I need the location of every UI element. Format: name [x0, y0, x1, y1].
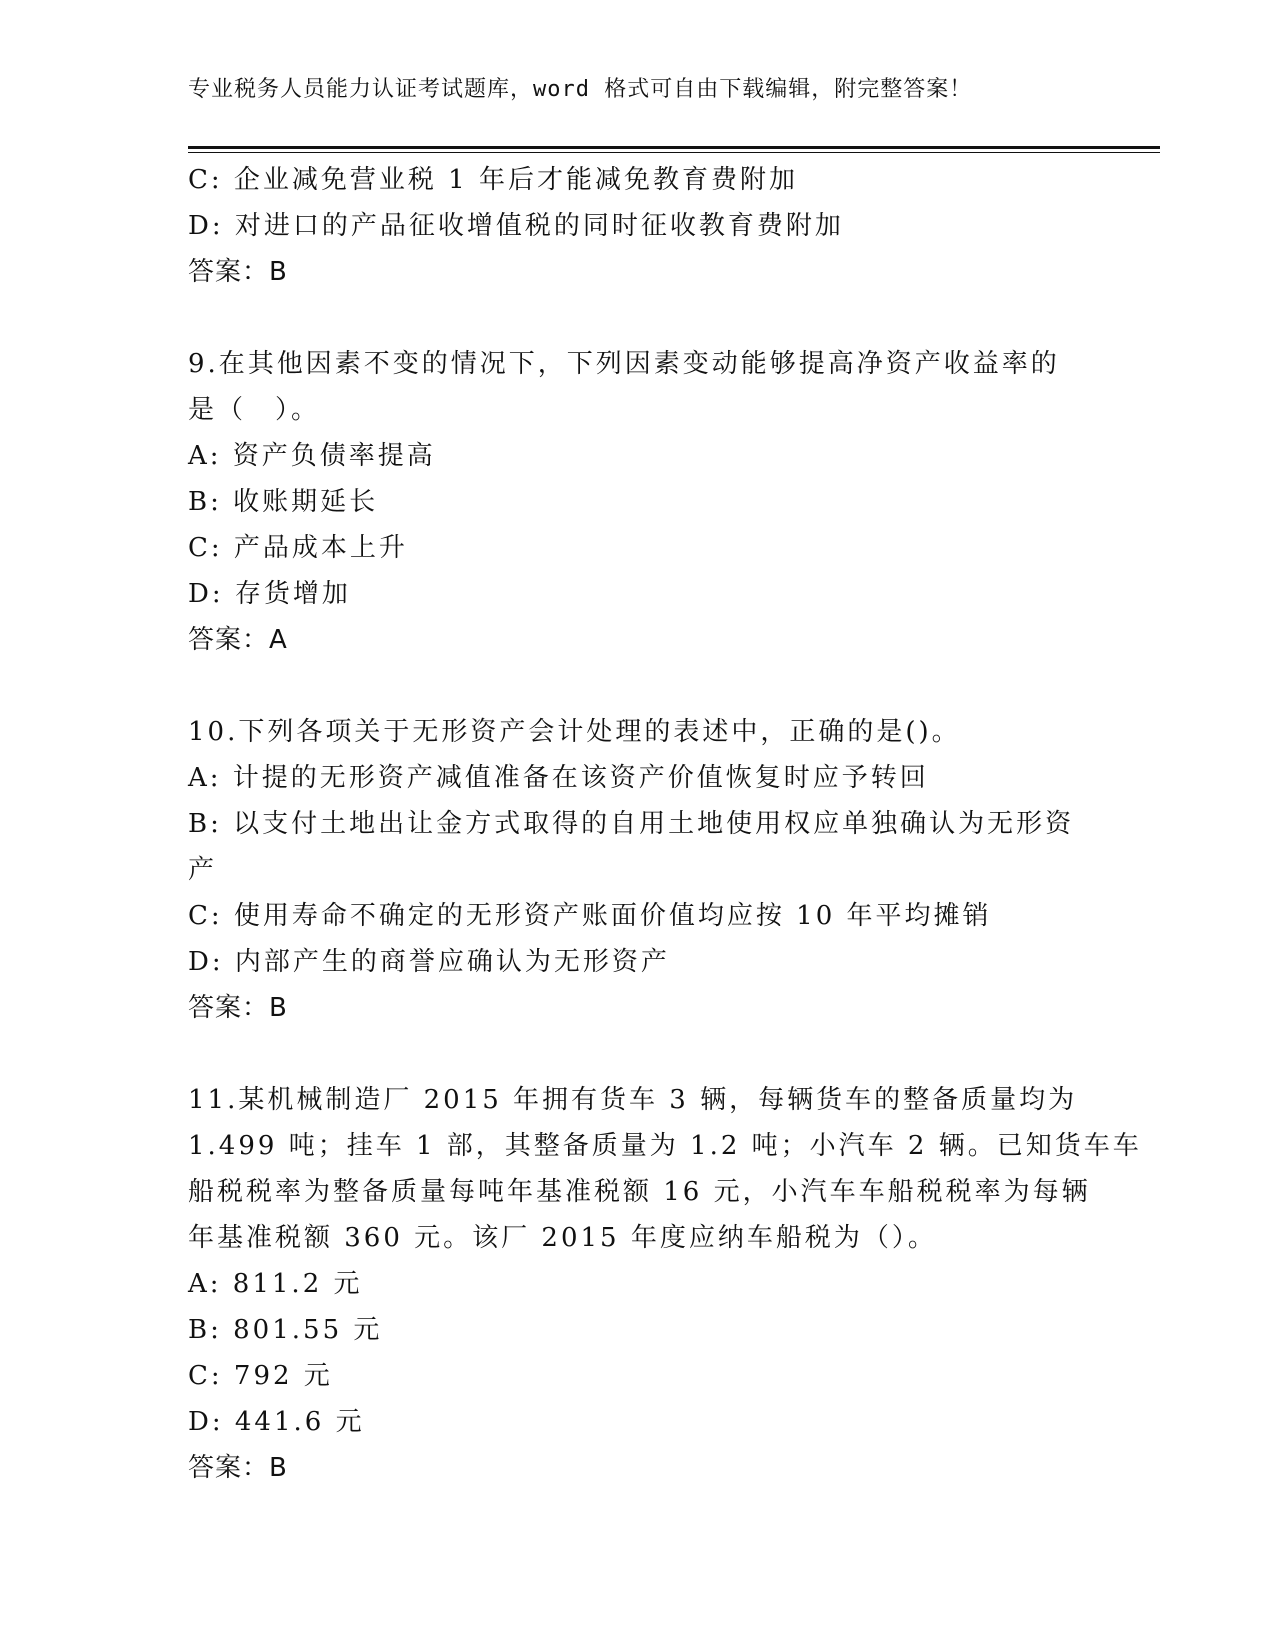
answer: 答案：B	[188, 1453, 288, 1483]
question-stem: 11.某机械制造厂 2015 年拥有货车 3 辆，每辆货车的整备质量均为	[188, 1085, 1078, 1115]
question-stem: 1.499 吨；挂车 1 部，其整备质量为 1.2 吨；小汽车 2 辆。已知货车车	[188, 1131, 1142, 1161]
spacer	[188, 295, 1088, 341]
question-9	[188, 341, 1088, 663]
question-stem: 是（ ）。	[188, 395, 321, 425]
option-a: A: 资产负债率提高	[188, 441, 436, 471]
question-10	[188, 709, 1088, 1031]
question-8-tail	[188, 157, 1088, 295]
answer: 答案：B	[188, 257, 288, 287]
option-b-continued: 产	[188, 855, 218, 885]
option-d: D: 内部产生的商誉应确认为无形资产	[188, 947, 670, 977]
spacer	[188, 1031, 1088, 1077]
question-stem: 10.下列各项关于无形资产会计处理的表述中，正确的是()。	[188, 717, 961, 747]
header-rule-thin	[188, 152, 1160, 153]
option-c: C: 产品成本上升	[188, 533, 408, 563]
option-b: B: 收账期延长	[188, 487, 379, 517]
question-stem: 9.在其他因素不变的情况下，下列因素变动能够提高净资产收益率的	[188, 349, 1060, 379]
header-rule-thick	[188, 146, 1160, 149]
option-b: B: 801.55 元	[188, 1315, 383, 1345]
spacer	[188, 663, 1088, 709]
document-body	[188, 157, 1142, 1491]
question-stem: 船税税率为整备质量每吨年基准税额 16 元，小汽车车船税税率为每辆	[188, 1177, 1091, 1207]
option-d: D: 对进口的产品征收增值税的同时征收教育费附加	[188, 211, 844, 241]
question-11	[188, 1077, 1142, 1491]
option-c: C: 792 元	[188, 1361, 333, 1391]
option-c: C: 使用寿命不确定的无形资产账面价值均应按 10 年平均摊销	[188, 901, 992, 931]
option-d: D: 存货增加	[188, 579, 351, 609]
option-a: A: 计提的无形资产减值准备在该资产价值恢复时应予转回	[188, 763, 929, 793]
answer: 答案：A	[188, 625, 288, 655]
option-a: A: 811.2 元	[188, 1269, 363, 1299]
option-d: D: 441.6 元	[188, 1407, 365, 1437]
question-stem: 年基准税额 360 元。该厂 2015 年度应纳车船税为（）。	[188, 1223, 937, 1253]
answer: 答案：B	[188, 993, 288, 1023]
option-b: B: 以支付土地出让金方式取得的自用土地使用权应单独确认为无形资	[188, 809, 1075, 839]
page-header: 专业税务人员能力认证考试题库，word 格式可自由下载编辑，附完整答案！	[188, 77, 973, 102]
option-c: C: 企业减免营业税 1 年后才能减免教育费附加	[188, 165, 798, 195]
